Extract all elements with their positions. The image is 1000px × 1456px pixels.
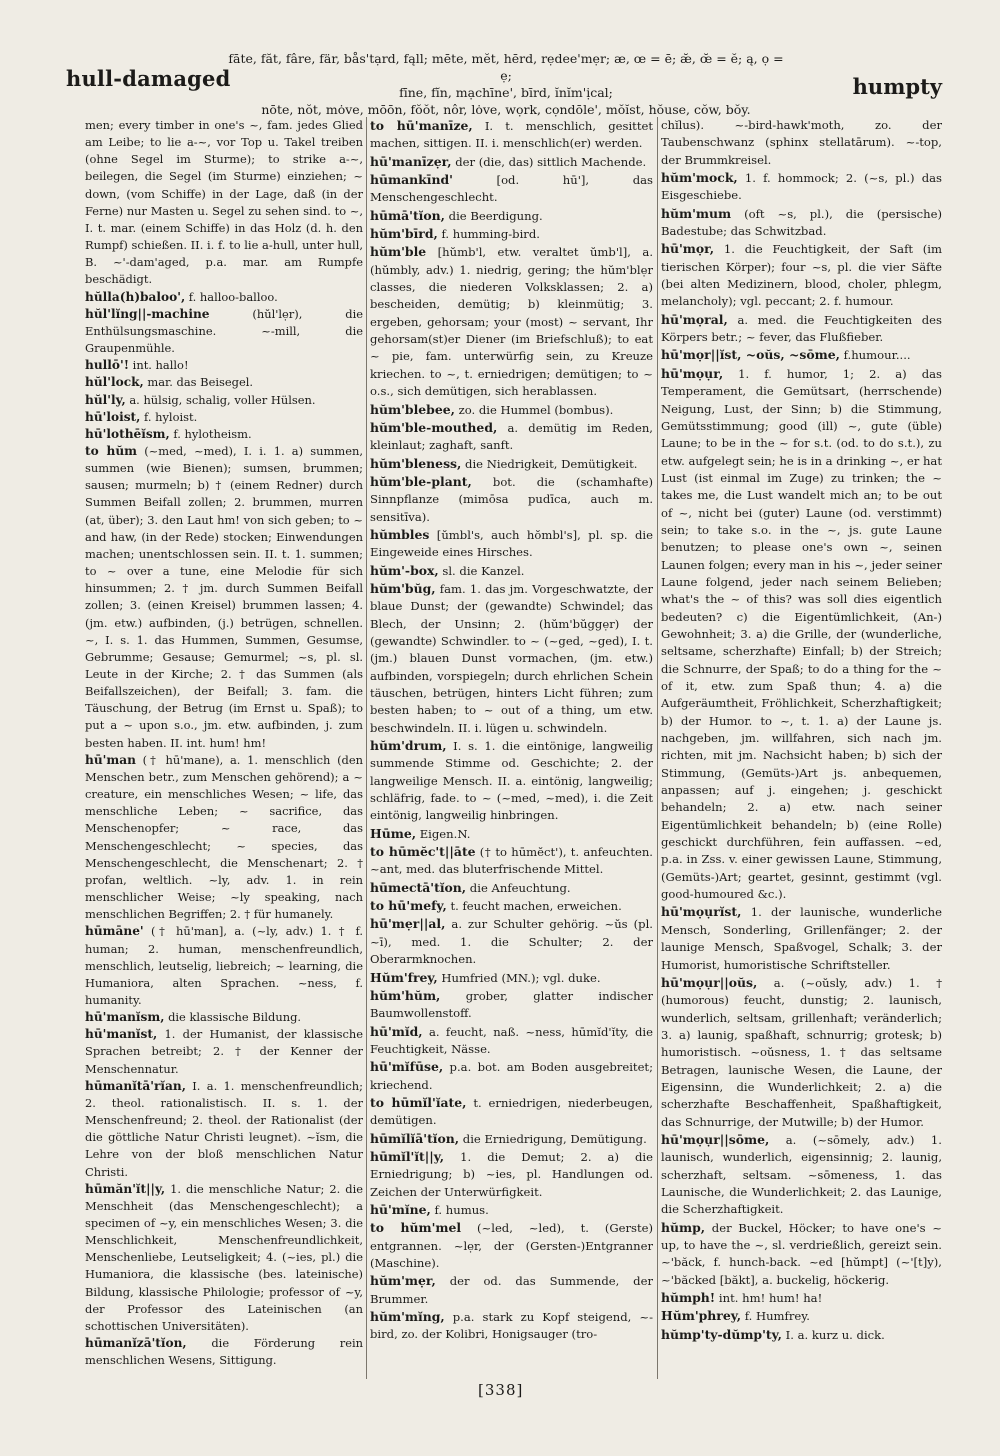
- column-1: [85, 117, 363, 1377]
- dictionary-entry: [370, 526, 653, 562]
- dictionary-entry: [370, 153, 653, 171]
- entry-definition: der od. das Summende, der Brummer.: [370, 1274, 653, 1306]
- headword: hŭm'hŭm,: [370, 987, 441, 1003]
- headword: hŭm'bīrd,: [370, 226, 438, 242]
- entry-definition: (~med, ~med), I. i. 1. a) summen, summen (wie Bienen); sumsen, brummen; sausen; murmeln; b) † (einem Redner) durch Summen Beifall zollen; 2. brummen, murren (at, über); 3. den Laut hm! von sich geben; to ~ and haw, (in der Rede) stocken; Einwendungen machen; unentschlossen sein. II. t. 1. summen; to ~ over a tune, eine Melodie für sich hinsummen; 2. † jm. durch Summen Beifall zollen; 3. (einen Kreisel) brummen lassen; 4. (jm. etw.) aufbinden, (j.) betrügen, schnellen. ~, I. s. 1. das Hummen, Summen, Gesumse, Gebrumme; Gesause; Gemurmel; ~s, pl. sl. Leute in der Kirche; 2. † das Summen (als Beifallszeichen), der Beifall; 3. fam. die Täuschung, der Betrug (im Ernst u. Spaß); to put a ~ upon s.o., jm. etw. aufbinden, j. zum besten haben. II. int. hum! hm!: [85, 443, 363, 750]
- entry-definition: sl. die Kanzel.: [438, 563, 525, 578]
- dictionary-entry: [370, 987, 653, 1023]
- dictionary-entry: [85, 1078, 363, 1181]
- entry-definition: die Förderung rein menschlichen Wesens, Sittigung.: [85, 1336, 363, 1368]
- dictionary-entry: [370, 1023, 653, 1059]
- pronunciation-line: nōte, nŏt, mȯve, mōōn, fŏŏt, nôr, lȯve, wọrk, cọndōle', mŏĭst, hŏuse, cŏw, bŏy.: [261, 102, 751, 117]
- dictionary-entry: [661, 240, 942, 310]
- pronunciation-line: fāte, făt, fâre, fär, bås'tạrd, fąll; mēte, mĕt, hērd, rẹdee'mẹr; æ, œ = ē; æ̆, œ̆ = ĕ; ą, ọ = ẹ;: [228, 51, 784, 83]
- headword: hullō'!: [85, 358, 130, 373]
- headword: hū'mẹr||al,: [370, 916, 446, 932]
- dictionary-entry: [661, 346, 942, 364]
- dictionary-entry: [370, 117, 653, 153]
- entry-definition: f. hylotheism.: [169, 426, 252, 441]
- headword: hŭm'blebee,: [370, 401, 455, 417]
- entry-definition: a. zur Schulter gehörig. ~ŭs (pl. ~ī), med. 1. die Schulter; 2. der Oberarmknochen.: [370, 917, 653, 967]
- dictionary-entry: [661, 311, 942, 347]
- headword: hŭmph!: [661, 1290, 716, 1306]
- headword: hū'mĭd,: [370, 1023, 423, 1039]
- headword: hŭm'drum,: [370, 738, 447, 754]
- headword: to hū'mefy,: [370, 898, 447, 914]
- headword: hŭm'ble: [370, 244, 427, 260]
- dictionary-entry: [85, 117, 363, 289]
- headword: hūmanĭzā'tĭon,: [85, 1336, 187, 1351]
- entry-definition: (~led, ~led), t. (Gerste) entgrannen. ~lẹr, der (Gersten-)Entgranner (Maschine).: [370, 1221, 653, 1270]
- headword: hūmectā'tĭon,: [370, 879, 467, 895]
- dictionary-entry: [85, 426, 363, 443]
- entry-definition: a. (~sōmely, adv.) 1. launisch, wunderlich, eigensinnig; 2. launig, scherzhaft, seltsam. ~sōmeness, 1. das Launische, die Wunderlichkeit; 2. das Launige, die Scherzhaftigkeit.: [661, 1132, 942, 1217]
- headword: hŭl'ly,: [85, 392, 126, 407]
- entry-definition: a. demütig im Reden, kleinlaut; zaghaft, sanft.: [370, 420, 653, 453]
- headword: to hūmĭl'ĭate,: [370, 1094, 467, 1110]
- dictionary-entry: [85, 1181, 363, 1335]
- entry-definition: f. halloo-balloo.: [185, 289, 278, 304]
- dictionary-entry: [370, 1148, 653, 1201]
- headword: hū'mọral,: [661, 311, 728, 327]
- dictionary-entry: [661, 903, 942, 973]
- dictionary-entry: [661, 1219, 942, 1289]
- dictionary-entry: [370, 562, 653, 580]
- entry-definition: († hū'man], a. (~ly, adv.) 1. † f. human; 2. human, menschenfreundlich, menschlich, leutselig, liebreich; ~ learning, die Humaniora, alten Sprachen. ~ness, f. humanity.: [85, 924, 363, 1007]
- headword: hūmāne': [85, 924, 144, 939]
- entry-definition: a. hülsig, schalig, voller Hülsen.: [125, 392, 316, 407]
- entry-definition: f. humming-bird.: [437, 227, 540, 242]
- entry-definition: men; every timber in one's ~, fam. jedes Glied am Leibe; to lie a-~, vor Top u. Takel treiben (ohne Segel im Sturme); to strike a-~, beilegen, die Segel (im Sturme) einziehen; ~ down, (vom Schiffe) in der Lage, daß (in der Ferne) nur Masten u. Segel zu sehen sind. to ~, I. t. mar. (einem Schiffe) in das Holz (d. h. den Rumpf) schießen. II. i. f. to lie a-hull, unter hull, B. ~'-dam'aged, p.a. mar. am Rumpfe beschädigt.: [85, 118, 363, 287]
- entry-definition: chĭlus). ~-bird-hawk'moth, zo. der Taubenschwanz (sphinx stellatārum). ~-top, der Brummkreisel.: [661, 118, 942, 167]
- headword: hŭm'mĭng,: [370, 1309, 445, 1325]
- dictionary-entry: [370, 915, 653, 968]
- headword: hū'mĭne,: [370, 1201, 431, 1217]
- dictionary-entry: [661, 365, 942, 904]
- column-2: [370, 117, 653, 1377]
- dictionary-entry: [661, 117, 942, 169]
- headword: hŭl'lock,: [85, 375, 144, 390]
- entry-definition: p.a. bot. am Boden ausgebreitet; kriechend.: [370, 1060, 653, 1092]
- headword: hūmankīnd': [370, 172, 453, 188]
- entry-definition: mar. das Beisegel.: [143, 375, 254, 390]
- entry-definition: grober, glatter indischer Baumwollenstoff.: [370, 988, 653, 1021]
- headword: hŭm'-box,: [370, 562, 439, 578]
- headword: hū'man: [85, 752, 136, 767]
- entry-definition: 1. der Humanist, der klassische Sprachen betreibt; 2. † der Kenner der Menschennatur.: [85, 1027, 363, 1076]
- dictionary-entry: [370, 243, 653, 400]
- dictionary-entry: [85, 392, 363, 409]
- headword: hūmā'tĭon,: [370, 207, 445, 223]
- entry-definition: f.humour....: [839, 348, 911, 363]
- headword: hū'manĭsm,: [85, 1010, 165, 1025]
- headword: hū'mọụr||sōme,: [661, 1131, 770, 1147]
- column-rule: [657, 117, 658, 1379]
- entry-definition: t. erniedrigen, niederbeugen, demütigen.: [370, 1095, 653, 1128]
- dictionary-entry: [85, 923, 363, 1009]
- headword: hŭm'ble-mouthed,: [370, 419, 498, 435]
- dictionary-entry: [85, 289, 363, 306]
- headword: hŭm'ble-plant,: [370, 473, 472, 489]
- dictionary-entry: [661, 1307, 942, 1325]
- dictionary-entry: [370, 1219, 653, 1272]
- entry-definition: der Buckel, Höcker; to have one's ~ up, to have the ~, sl. verdrießlich, gereizt sein. ~'băck, f. hunch-back. ~ed [hŭmpt] (~'[t]y), ~'băcked [băkt], a. buckelig, höckerig.: [661, 1220, 942, 1287]
- dictionary-entry: [85, 306, 363, 357]
- headword: hŭm'mẹr,: [370, 1273, 436, 1289]
- headword: hū'loist,: [85, 409, 141, 424]
- entry-definition: die Anfeuchtung.: [466, 880, 571, 895]
- entry-definition: p.a. stark zu Kopf steigend, ~-bird, zo. der Kolibri, Honigsauger (tro-: [370, 1310, 653, 1342]
- dictionary-entry: [370, 1201, 653, 1219]
- headword: hū'mọr||ĭst, ~oŭs, ~sōme,: [661, 347, 840, 363]
- entry-definition: zo. die Hummel (bombus).: [454, 402, 614, 417]
- headword: hŭl'lĭng||-machine: [85, 306, 210, 321]
- entry-definition: († to hūmĕct'), t. anfeuchten. ~ant, med. das bluterfrischende Mittel.: [370, 845, 653, 877]
- headword: hūmanĭtā'rĭan,: [85, 1078, 186, 1093]
- dictionary-entry: [370, 969, 653, 987]
- headword: Hŭm'phrey,: [661, 1308, 742, 1324]
- entry-definition: a. (~oŭsly, adv.) 1. † (humorous) feucht, dunstig; 2. launisch, wunderlich, seltsam, grillenhaft; veränderlich; 3. a) launig, spaßhaft, schnurrig; grotesk; b) humoristisch. ~oŭsness, 1. † das seltsame Betragen, launische Wesen, die Laune, der Eigensinn, die Wunderlichkeit; 2. a) die scherzhafte Beschaffenheit, Spaßhaftigkeit, das Schnurrige, der Mutwille; b) der Humor.: [661, 975, 942, 1129]
- entry-definition: (hŭl'lẹr), die Enthülsungsmaschine. ~-mill, die Graupenmühle.: [85, 306, 363, 356]
- entry-definition: die Erniedrigung, Demütigung.: [459, 1131, 647, 1146]
- entry-definition: t. feucht machen, erweichen.: [446, 899, 622, 914]
- dictionary-entry: [661, 169, 942, 205]
- entry-definition: a. feucht, naß. ~ness, hūmĭd'ĭty, die Feuchtigkeit, Nässe.: [370, 1024, 653, 1056]
- headword: to hūmĕc't||āte: [370, 844, 476, 860]
- entry-definition: [hŭmb'l, etw. veraltet ŭmb'l], a. (hŭmbly, adv.) 1. niedrig, gering; the hŭm'blẹr classes, die niederen Volksklassen; 2. a) bescheiden, demütig; b) kleinmütig; 3. ergeben, gehorsam; your (most) ~ servant, Ihr gehorsam(st)er Diener (im Briefschluß); to eat ~ pie, fam. unterwürfig sein, zu Kreuze kriechen. to ~, t. erniedrigen; demütigen; to ~ o.s., sich demütigen, sich herablassen.: [370, 245, 653, 399]
- entry-definition: f. Humfrey.: [741, 1309, 810, 1324]
- column-rule: [366, 117, 367, 1379]
- entry-definition: f. humus.: [430, 1202, 489, 1217]
- headword: to hŭm'mel: [370, 1220, 462, 1236]
- entry-definition: f. hyloist.: [140, 409, 198, 424]
- entry-definition: († hū'mane), a. 1. menschlich (den Menschen betr., zum Menschen gehörend); a ~ creature, ein menschliches Wesen; ~ life, das menschliche Leben; ~ sacrifice, das Menschenopfer; ~ race, das Menschengeschlecht; ~ species, das Menschengeschlecht, die Menschenart; 2. † profan, weltlich. ~ly, adv. 1. in rein menschlicher Weise; ~ly speaking, nach menschlichen Begriffen; 2. † für humanely.: [85, 752, 363, 922]
- dictionary-entry: [370, 843, 653, 879]
- dictionary-entry: [370, 419, 653, 455]
- headword: hŭmp'ty-dŭmp'ty,: [661, 1326, 782, 1342]
- headword: hū'manīzẹr,: [370, 153, 452, 169]
- dictionary-entry: [370, 207, 653, 225]
- headword: hūmăn'ĭt||y,: [85, 1181, 166, 1196]
- headword: hŭm'mock,: [661, 170, 738, 186]
- entry-definition: Eigen.N.: [416, 826, 471, 841]
- headword: hŭlla(h)baloo',: [85, 289, 186, 304]
- dictionary-entry: [661, 974, 942, 1131]
- dictionary-entry: [370, 737, 653, 825]
- headword: to hū'manīze,: [370, 118, 473, 133]
- dictionary-entry: [370, 455, 653, 473]
- entry-definition: 1. der launische, wunderliche Mensch, Sonderling, Grillenfänger; 2. der launige Mensch, Spaßvogel, Schalk; 3. der Humorist, humoristische Schriftsteller.: [661, 905, 942, 972]
- headword: hū'mọụr||oŭs,: [661, 974, 758, 990]
- dictionary-entry: [370, 1308, 653, 1344]
- dictionary-entry: [370, 879, 653, 897]
- dictionary-entry: [370, 171, 653, 207]
- dictionary-entry: [370, 897, 653, 915]
- headword: to hŭm: [85, 443, 137, 458]
- dictionary-entry: [85, 374, 363, 391]
- page-number: [338]: [478, 1381, 524, 1399]
- dictionary-entry: [661, 1326, 942, 1344]
- entry-definition: a. med. die Feuchtigkeiten des Körpers betr.; ~ fever, das Flußfieber.: [661, 312, 942, 345]
- dictionary-entry: [661, 1131, 942, 1219]
- headword: hūmĭlĭā'tĭon,: [370, 1130, 460, 1146]
- entry-definition: fam. 1. das jm. Vorgeschwatzte, der blaue Dunst; der (gewandte) Schwindel; das Blech, der Unsinn; 2. (hŭm'bŭggẹr) der (gewandte) Schwindler. to ~ (~ged, ~ged), I. t. (jm.) blauen Dunst vormachen, (jm. etw.) aufbinden, vorspiegeln; durch ehrlichen Schein täuschen, betrügen, hinters Licht führen; zum besten haben; to ~ out of a thing, um etw. beschwindeln. II. i. lügen u. schwindeln.: [370, 581, 653, 735]
- entry-definition: 1. die menschliche Natur; 2. die Menschheit (das Menschengeschlecht); a specimen of ~y, ein menschliches Wesen; 3. die Menschlichkeit, Menschenfreundlichkeit, Menschenliebe, Leutseligkeit; 4. (~ies, pl.) die Humaniora, die klassische (bes. lateinische) Bildung, klassische Philologie; professor of ~y, der Professor des Lateinischen (an schottischen Universitäten).: [85, 1181, 363, 1333]
- column-3: [661, 117, 942, 1377]
- entry-definition: 1. f. humor, 1; 2. a) das Temperament, die Gemütsart, (herrschende) Neigung, Lust, der Sinn; b) die Stimmung, Gemütsstimmung; good (ill) ~, gute (üble) Laune; to be in the ~ for s.t. (od. to do s.t.), zu etw. aufgelegt sein; he is in a drinking ~, er hat Lust (ist einmal im Zuge) zu trinken; the ~ takes me, die Lust wandelt mich an; to be out of ~, nicht bei (guter) Laune (od. verstimmt) sein; to take s.o. in the ~, js. gute Laune benutzen; to please one's own ~, seinen Launen folgen; every man in his ~, jeder seiner Laune folgend, jeder nach seinem Belieben; what's the ~ of this? was soll dies eigentlich bedeuten? c) die Eigentümlichkeit, (An-) Gewohnheit; 3. a) die Grille, der (wunderliche, seltsame, scherzhafte) Einfall; b) der Streich; die Schnurre, der Spaß; to do a thing for the ~ of it, etw. zum Spaß thun; 4. a) die Aufgeräumtheit, Fröhlichkeit, Scherzhaftigkeit; b) der Humor. to ~, t. 1. a) der Laune js. nachgeben, jm. willfahren, sich nach jm. richten, mit jm. Nachsicht haben; b) sich der Stimmung, (Gemüts-)Art js. anbequemen, anpassen; auf j. eingehen; j. geschickt behandeln; 2. a) etw. nach seiner Eigentümlichkeit behandeln; b) (eine Rolle) geschickt durchführen, fein auffassen. ~ed, p.a. in Zss. v. einer gewissen Laune, Stimmung, (Gemüts-)Art; geartet, gesinnt, gestimmt (vgl. good-humoured &c.).: [661, 366, 942, 902]
- dictionary-entry: [661, 205, 942, 241]
- dictionary-entry: [661, 1289, 942, 1307]
- entry-definition: Humfried (MN.); vgl. duke.: [437, 970, 601, 985]
- running-head-right: humpty: [852, 74, 942, 99]
- entry-definition: [ŭmbl's, auch hŏmbl's], pl. sp. die Eingeweide eines Hirsches.: [370, 527, 653, 560]
- entry-definition: die Beerdigung.: [444, 208, 543, 223]
- entry-definition: I. t. menschlich, gesittet machen, sittigen. II. i. menschlich(er) werden.: [370, 119, 653, 151]
- pronunciation-key: [226, 50, 786, 118]
- headword: hū'mọụr,: [661, 365, 724, 381]
- dictionary-entry: [370, 580, 653, 737]
- dictionary-entry: [370, 401, 653, 419]
- entry-definition: (oft ~s, pl.), die (persische) Badestube; das Schwitzbad.: [661, 206, 942, 239]
- running-head-left: hull-damaged: [66, 66, 231, 91]
- dictionary-entry: [85, 1026, 363, 1077]
- dictionary-entry: [85, 752, 363, 924]
- headword: hū'manĭst,: [85, 1027, 158, 1042]
- headword: Hūme,: [370, 825, 417, 841]
- entry-definition: der (die, das) sittlich Machende.: [451, 154, 647, 169]
- entry-definition: die klassische Bildung.: [164, 1010, 302, 1025]
- dictionary-entry: [85, 1335, 363, 1369]
- headword: hūmĭl'ĭt||y,: [370, 1148, 445, 1164]
- headword: hū'mọr,: [661, 241, 715, 257]
- headword: hŭmp,: [661, 1219, 706, 1235]
- headword: Hŭm'frey,: [370, 969, 438, 985]
- entry-definition: I. s. 1. die eintönige, langweilig summende Stimme od. Geschichte; 2. der langweilige Mensch. II. a. eintönig, langweilig; schläfrig, fade. to ~ (~med, ~med), i. die Zeit eintönig, langweilig hinbringen.: [370, 739, 653, 823]
- dictionary-entry: [370, 1272, 653, 1308]
- headword: hū'lothēĭsm,: [85, 426, 170, 441]
- dictionary-entry: [370, 1058, 653, 1094]
- entry-definition: int. hm! hum! ha!: [715, 1291, 823, 1306]
- entry-definition: bot. die (schamhafte) Sinnpflanze (mimōsa pudīca, auch m. sensitīva).: [370, 474, 653, 524]
- headword: hū'mĭfūse,: [370, 1059, 444, 1075]
- entry-definition: int. hallo!: [129, 358, 189, 373]
- dictionary-entry: [370, 1094, 653, 1130]
- headword: hŭm'mum: [661, 205, 732, 221]
- entry-definition: I. a. 1. menschenfreundlich; 2. theol. rationalistisch. II. s. 1. der Menschenfreund; 2. theol. der Rationalist (der die göttliche Natur Christi leugnet). ~ĭsm, die Lehre von der bloß menschlichen Natur Christi.: [85, 1078, 363, 1179]
- headword: hŭm'bŭg,: [370, 580, 436, 596]
- entry-definition: 1. die Demut; 2. a) die Erniedrigung; b) ~ies, pl. Handlungen od. Zeichen der Unterwürfigkeit.: [370, 1149, 653, 1199]
- headword: hŭmbles: [370, 526, 430, 542]
- dictionary-entry: [370, 825, 653, 843]
- dictionary-entry: [85, 1009, 363, 1026]
- entry-definition: 1. die Feuchtigkeit, der Saft (im tierischen Körper); four ~s, pl. die vier Säfte (bei alten Medizinern, blood, choler, phlegm, melancholy); vgl. peccant; 2. f. humour.: [661, 242, 942, 309]
- dictionary-entry: [370, 225, 653, 243]
- entry-definition: I. a. kurz u. dick.: [781, 1327, 885, 1342]
- entry-definition: 1. f. hommock; 2. (~s, pl.) das Eisgeschiebe.: [661, 171, 942, 203]
- headword: hŭm'bleness,: [370, 455, 462, 471]
- dictionary-entry: [370, 473, 653, 526]
- dictionary-entry: [85, 357, 363, 374]
- dictionary-entry: [370, 1130, 653, 1148]
- entry-definition: die Niedrigkeit, Demütigkeit.: [461, 456, 638, 471]
- pronunciation-line: fīne, fĭn, mạchīne', bīrd, ĭnĭm'ịcal;: [399, 85, 613, 100]
- headword: hū'mọụrĭst,: [661, 904, 742, 920]
- dictionary-entry: [85, 409, 363, 426]
- entry-definition: [od. hū'], das Menschengeschlecht.: [370, 173, 653, 205]
- dictionary-entry: [85, 443, 363, 752]
